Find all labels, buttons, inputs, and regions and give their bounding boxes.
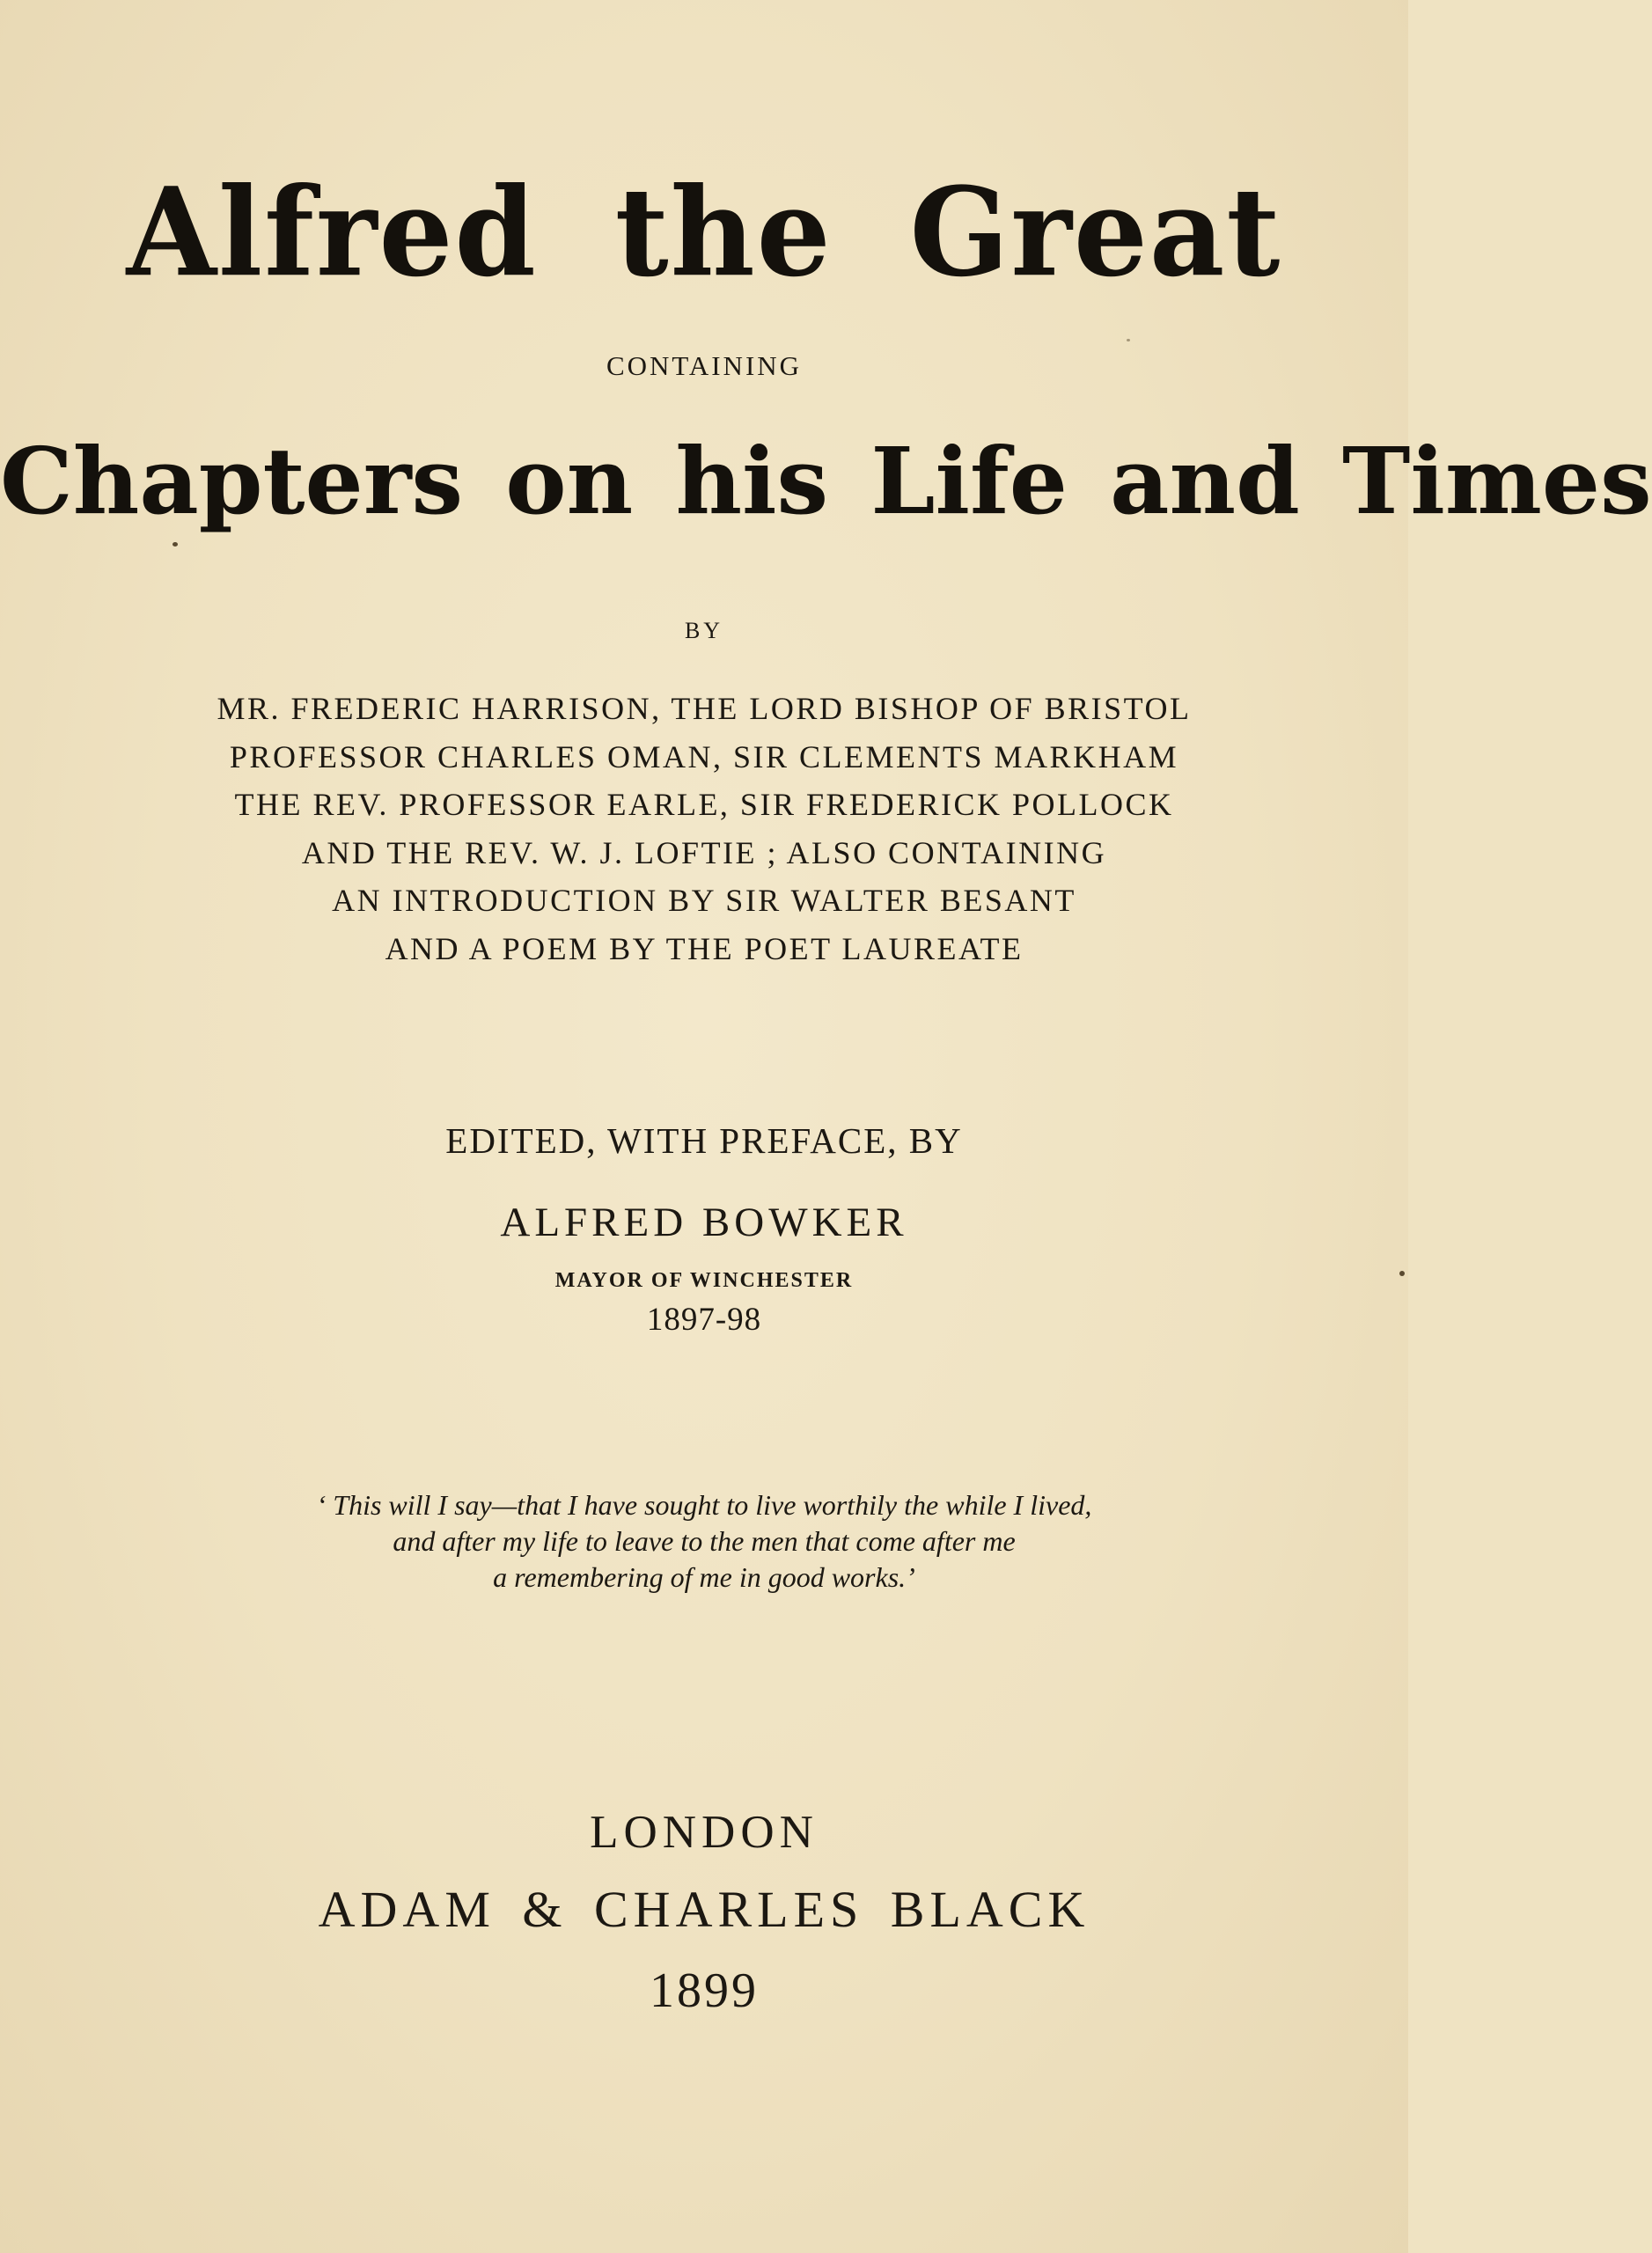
editor-role: MAYOR OF WINCHESTER <box>554 1269 854 1292</box>
paper-speck <box>1127 339 1130 341</box>
editor-years: 1897-98 <box>646 1302 762 1338</box>
by-label: BY <box>684 618 724 643</box>
editor-name: ALFRED BOWKER <box>500 1200 908 1245</box>
author-line: AND A POEM BY THE POET LAUREATE <box>385 930 1024 966</box>
quote-line: a remembering of me in good works.’ <box>493 1561 915 1593</box>
containing-label: CONTAINING <box>606 350 803 381</box>
author-line: PROFESSOR CHARLES OMAN, SIR CLEMENTS MARKHAM <box>229 738 1179 774</box>
epigraph-quote <box>0 1487 1408 1596</box>
author-line: AN INTRODUCTION BY SIR WALTER BESANT <box>332 883 1076 918</box>
edited-by-line: EDITED, WITH PREFACE, BY <box>445 1120 963 1161</box>
quote-line: and after my life to leave to the men that come after me <box>393 1525 1016 1557</box>
book-subtitle: Chapters on his Life and Times <box>0 427 1652 535</box>
book-title: Alfred the Great <box>126 161 1282 305</box>
authors-block <box>0 685 1408 972</box>
author-line: THE REV. PROFESSOR EARLE, SIR FREDERICK POLLOCK <box>234 787 1174 822</box>
imprint-year: 1899 <box>650 1963 759 2018</box>
author-line: MR. FREDERIC HARRISON, THE LORD BISHOP OF BRISTOL <box>217 691 1192 726</box>
paper-speck <box>173 542 178 547</box>
author-line: AND THE REV. W. J. LOFTIE ; ALSO CONTAINING <box>301 834 1107 870</box>
imprint-publisher: ADAM & CHARLES BLACK <box>318 1881 1090 1938</box>
paper-speck <box>1399 1271 1405 1276</box>
quote-line: ‘ This will I say—that I have sought to live worthily the while I lived, <box>316 1489 1092 1521</box>
imprint-city: LONDON <box>590 1807 819 1858</box>
